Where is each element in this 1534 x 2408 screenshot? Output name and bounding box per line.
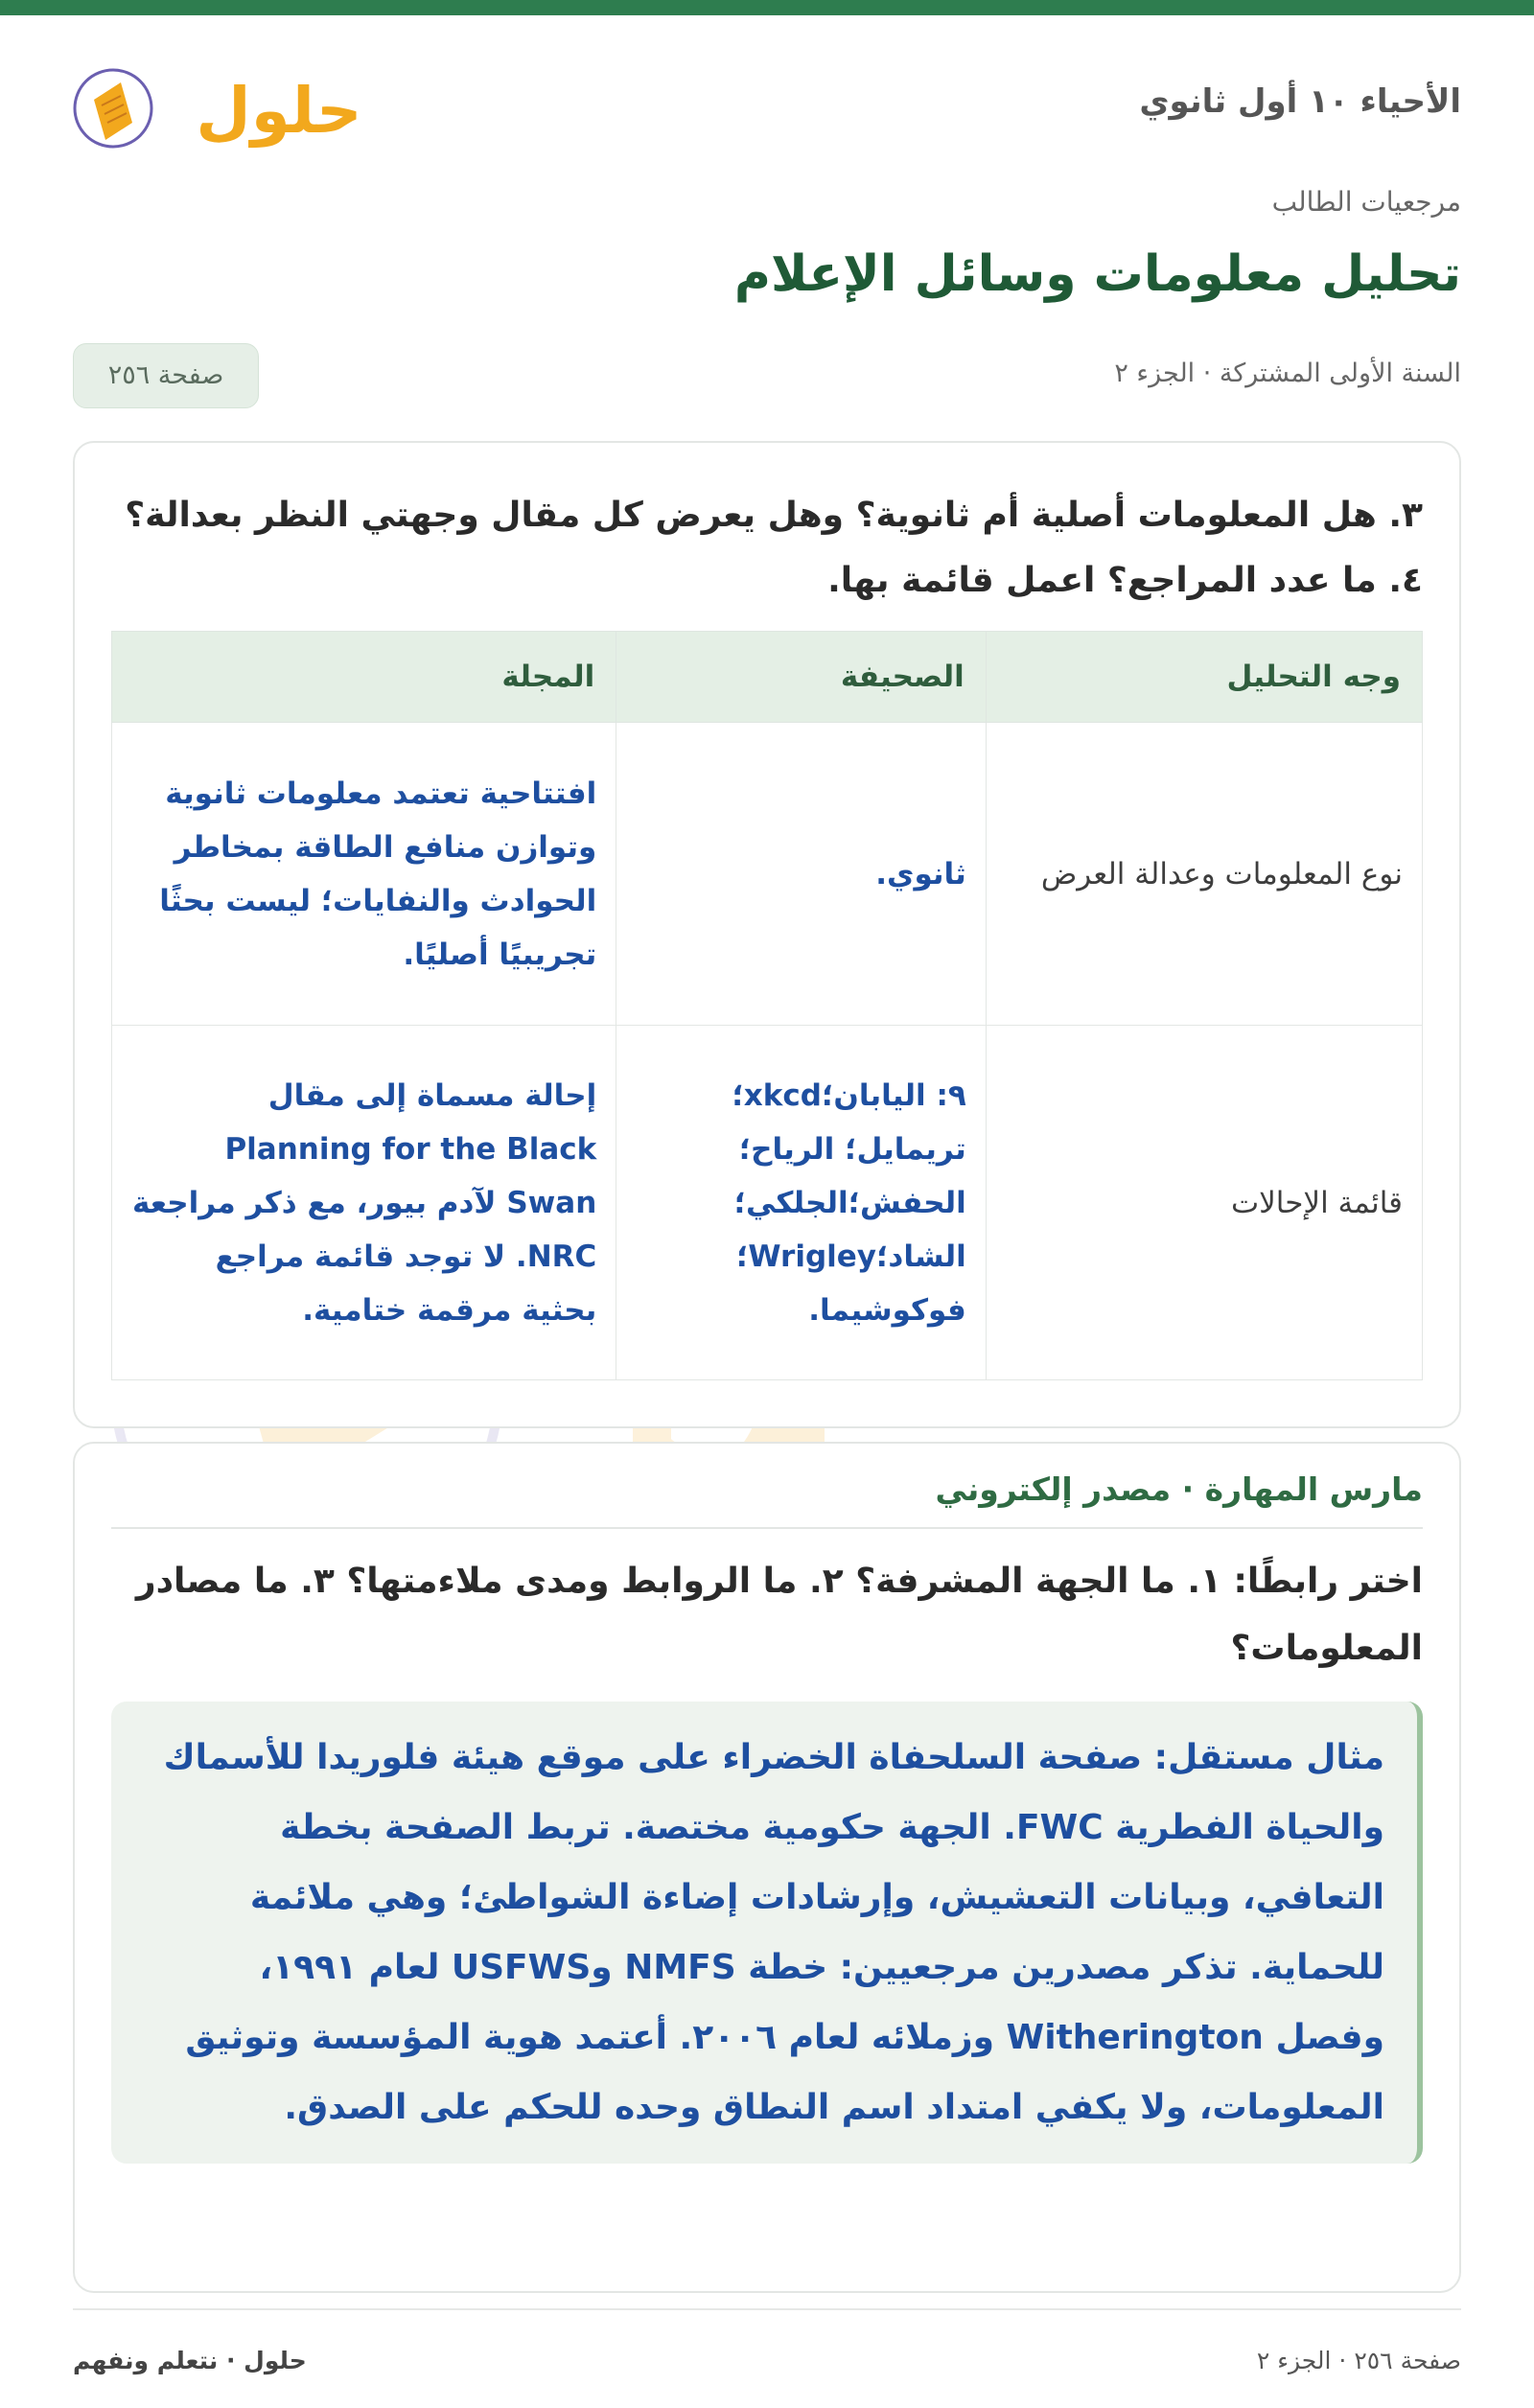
analysis-question: ٣. هل المعلومات أصلية أم ثانوية؟ وهل يعرض كل مقال وجهتي النظر بعدالة؟ ٤. ما عدد المراجع؟ اعمل قائمة بها. [125, 496, 1423, 600]
subject-label: الأحياء ١٠ أول ثانوي [1139, 82, 1461, 121]
analysis-card [73, 441, 1461, 1428]
magazine-answer-cell: إحالة مسماة إلى مقال Planning for the Black Swan لآدم بيور، مع ذكر مراجعة NRC. لا توجد قائمة مراجع بحثية مرقمة ختامية. [112, 1026, 616, 1380]
table-header-row [112, 632, 1423, 723]
practice-question: اختر رابطًا: ١. ما الجهة المشرفة؟ ٢. ما الروابط ومدى ملاءمتها؟ ٣. ما مصادر المعلومات؟ [135, 1562, 1423, 1668]
page-header [73, 15, 1461, 390]
page-footer [73, 2308, 1461, 2374]
row-aspect-cell: قائمة الإحالات [986, 1026, 1422, 1380]
logo-wordmark: حلول [196, 74, 362, 148]
top-accent-bar [0, 0, 1534, 15]
analysis-table [111, 631, 1423, 1380]
page-title: تحليل معلومات وسائل الإعلام [733, 245, 1461, 303]
table-row [112, 1026, 1423, 1380]
newspaper-answer-cell: ثانوي. [616, 723, 987, 1026]
newspaper-answer-cell: ٩: اليابان؛xkcd؛تريمايل؛ الرياح؛الحفش؛الجلكي؛ الشاد؛Wrigley؛ فوكوشيما. [616, 1026, 987, 1380]
hulul-logo[interactable] [73, 54, 362, 159]
practice-title: مارس المهارة · مصدر إلكتروني [111, 1470, 1423, 1529]
column-header-aspect: وجه التحليل [986, 632, 1422, 723]
page-number-badge: صفحة ٢٥٦ [73, 343, 259, 408]
row-aspect-cell: نوع المعلومات وعدالة العرض [986, 723, 1422, 1026]
footer-brand: حلول · نتعلم ونفهم [73, 2347, 307, 2374]
course-meta: السنة الأولى المشتركة · الجزء ٢ [1114, 359, 1461, 388]
practice-answer: مثال مستقل: صفحة السلحفاة الخضراء على موقع هيئة فلوريدا للأسماك والحياة الفطرية FWC. الجهة حكومية مختصة. تربط الصفحة بخطة التعافي، وبيانات التعشيش، وإرشادات إضاءة الشواطئ؛ وهي ملائمة للحماية. تذكر مصدرين مرجعيين: خطة NMFS وUSFWS لعام ١٩٩١، وفصل Witherington وزملائه لعام ٢٠٠٦. أعتمد هوية المؤسسة وتوثيق المعلومات، ولا يكفي امتداد اسم النطاق وحده للحكم على الصدق. [111, 1702, 1423, 2164]
footer-page-info: صفحة ٢٥٦ · الجزء ٢ [1256, 2347, 1461, 2374]
column-header-newspaper: الصحيفة [616, 632, 987, 723]
table-row [112, 723, 1423, 1026]
column-header-magazine: المجلة [112, 632, 616, 723]
practice-card [73, 1442, 1461, 2293]
section-label: مرجعيات الطالب [1271, 186, 1461, 218]
magazine-answer-cell: افتتاحية تعتمد معلومات ثانوية وتوازن منافع الطاقة بمخاطر الحوادث والنفايات؛ ليست بحثًا تجريبيًا أصليًا. [112, 723, 616, 1026]
